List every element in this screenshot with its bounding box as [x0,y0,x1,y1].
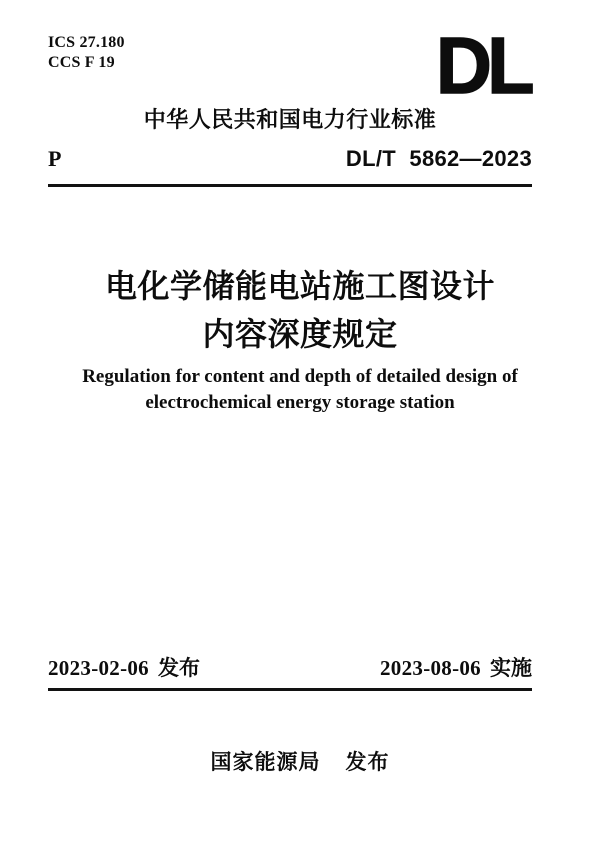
dates-row [48,652,532,682]
issue-label: 发布 [158,657,200,680]
main-title-zh [0,262,600,358]
standard-category-title: 中华人民共和国电力行业标准 [143,107,437,132]
issue-date: 2023-02-06 [48,656,149,680]
publisher-row [0,746,600,776]
implement-date-group [380,652,532,682]
publish-action: 发布 [345,751,390,774]
ccs-code: CCS F 19 [48,54,115,71]
standard-number-row [48,146,532,172]
main-title-en-line1: Regulation for content and depth of detailed design of [82,366,518,387]
header-rule [48,184,532,187]
publisher-name: 国家能源局 [210,751,321,774]
issue-date-group [48,652,200,682]
ics-code: ICS 27.180 [48,34,125,51]
dl-logo: DL [436,21,530,110]
implement-label: 实施 [490,657,532,680]
implement-date: 2023-08-06 [380,656,481,680]
main-title-zh-line1: 电化学储能电站施工图设计 [104,268,495,304]
main-title-en-line2: electrochemical energy storage station [145,392,455,413]
footer-rule [48,688,532,691]
standard-number: DL/T 5862—2023 [345,146,532,171]
classification-codes [48,33,125,73]
main-title-zh-line2: 内容深度规定 [202,316,398,352]
doc-class-code: P [48,146,62,171]
main-title-en [0,364,600,416]
